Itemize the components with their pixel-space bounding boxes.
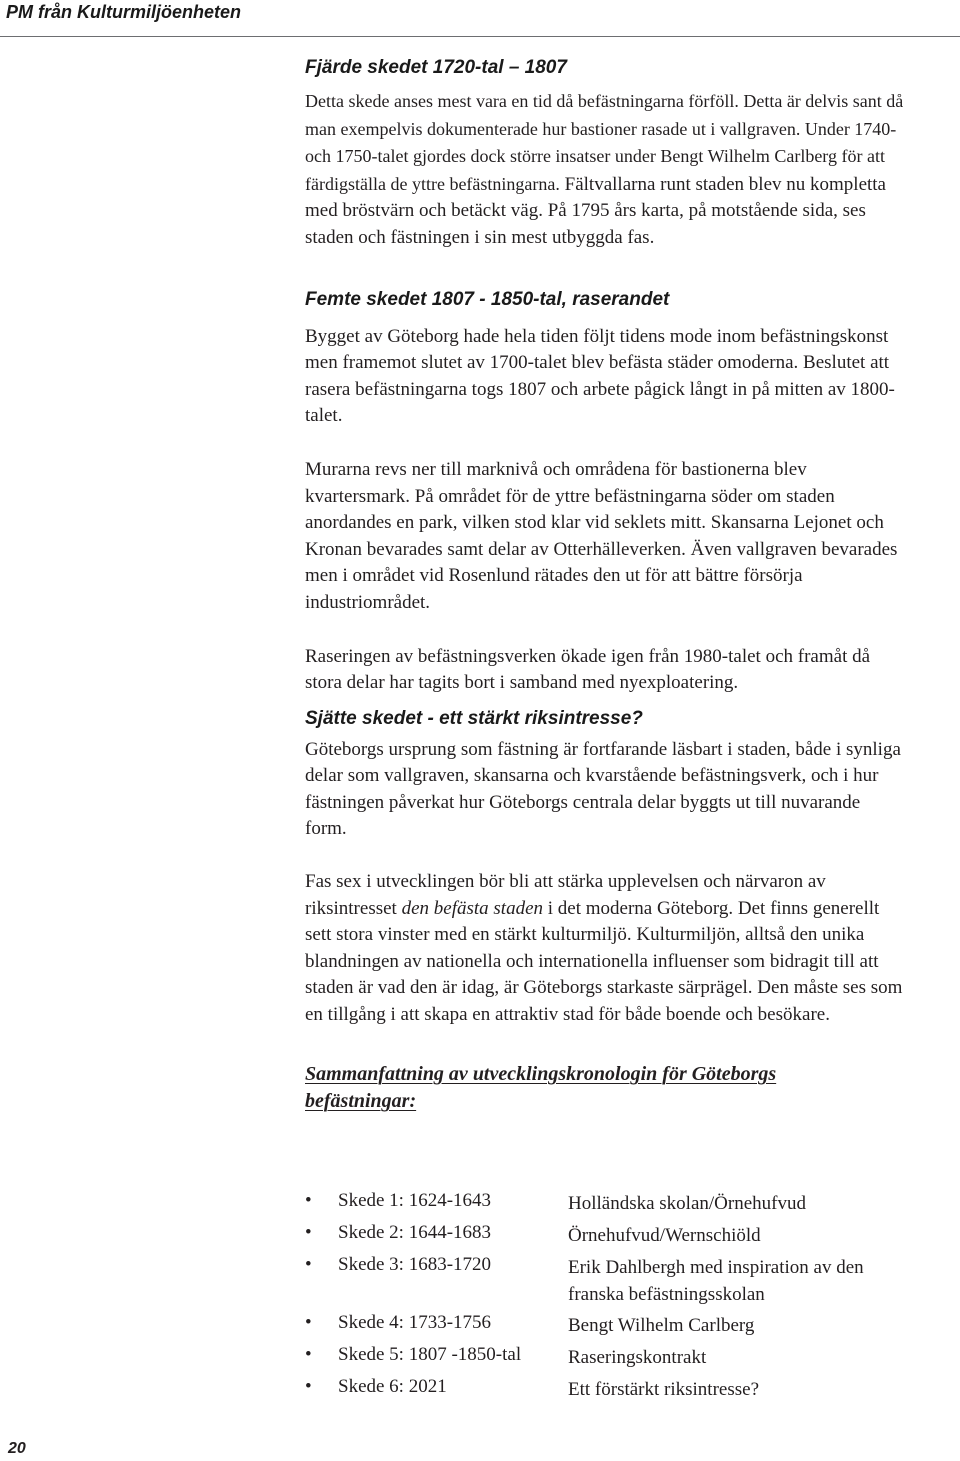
list-item-stage: Skede 2: 1644-1683 (338, 1222, 492, 1243)
section-4-text-b: Fältvallarna runt staden blev nu kompletta med bröstvärn och betäckt väg. På 1795 års karta, på motstående sida, ses staden och fästningen i sin mest utbyggda fas. (305, 173, 886, 248)
list-item-description: Örnehufvud/Wernschiöld (568, 1225, 761, 1246)
section-5-paragraph-1: Bygget av Göteborg hade hela tiden följt tidens mode inom befästningskonst men framemot slutet av 1700-talet blev befästa städer omoderna. Beslutet att rasera befästningarna togs 1807 och arbete pågick långt in på mitten av 1800-talet. (305, 325, 895, 427)
list-item-stage: Skede 4: 1733-1756 (338, 1312, 492, 1333)
list-item-stage: Skede 5: 1807 -1850-tal (338, 1344, 522, 1365)
list-item-stage: Skede 3: 1683-1720 (338, 1254, 492, 1275)
page-number: 20 (8, 1440, 26, 1457)
main-content (305, 50, 905, 1115)
section-5-paragraph-3: Raseringen av befästningsverken ökade igen från 1980-talet och framåt då stora delar har tagits bort i samband med nyexploatering. (305, 645, 871, 694)
section-4-heading: Fjärde skedet 1720-tal – 1807 (305, 57, 567, 78)
list-item-description: Erik Dahlbergh med inspiration av den franska befästningsskolan (568, 1257, 864, 1305)
list-item-description: Holländska skolan/Örnehufvud (568, 1193, 806, 1214)
list-item-stage: Skede 1: 1624-1643 (338, 1190, 492, 1211)
summary-heading: Sammanfattning av utvecklingskronologin för Göteborgs befästningar: (305, 1062, 777, 1112)
section-6-paragraph-1: Göteborgs ursprung som fästning är fortfarande läsbart i staden, både i synliga delar som vallgraven, skansarna och kvarstående befästningsverk, och i hur fästningen påverkat hur Göteborgs centrala delar byggts ut till nuvarande form. (305, 738, 901, 840)
section-4-paragraph (305, 88, 905, 252)
header-divider (0, 36, 960, 37)
bullet-icon: • (305, 1222, 312, 1243)
list-item-description: Bengt Wilhelm Carlberg (568, 1315, 755, 1336)
section-6-text-before: Fas sex i utvecklingen bör bli att stärka upplevelsen och närvaron av riksintresset (305, 871, 826, 919)
section-5-paragraph-2: Murarna revs ner till marknivå och områdena för bastionerna blev kvartersmark. På området för de yttre befästningarna söder om staden anordandes en park, vilken stod klar vid seklets mitt. Skansarna Lejonet och Kronan bevarades samt delar av Otterhälleverken. Även vallgraven bevarades men i området vid Rosenlund rätades den ut för att bättre försörja industriområdet. (305, 458, 898, 613)
page-header (0, 0, 960, 36)
list-item-stage: Skede 6: 2021 (338, 1376, 447, 1397)
list-item-description: Ett förstärkt riksintresse? (568, 1379, 760, 1400)
bullet-icon: • (305, 1376, 312, 1397)
section-6-paragraph-2 (305, 869, 905, 1029)
section-5-heading: Femte skedet 1807 - 1850-tal, raserandet (305, 288, 670, 310)
list-item-description: Raseringskontrakt (568, 1347, 707, 1368)
section-6-heading: Sjätte skedet - ett stärkt riksintresse? (305, 707, 643, 729)
bullet-icon: • (305, 1312, 312, 1333)
header-title: PM från Kulturmiljöenheten (6, 2, 242, 22)
section-6-emphasis: den befästa staden (401, 897, 544, 919)
bullet-icon: • (305, 1344, 312, 1365)
bullet-icon: • (305, 1254, 312, 1275)
bullet-icon: • (305, 1190, 312, 1211)
section-4-text-a: Detta skede anses mest vara en tid då befästningarna förföll. Detta är delvis sant då man exempelvis dokumenterade hur bastioner rasade ut i vallgraven. Under 1740- och 1750-talet gjordes dock större insatser under Bengt Wilhelm Carlberg för att färdigställa de yttre befästningarna. (305, 91, 904, 194)
section-6-text-after: i det moderna Göteborg. Det finns generellt sett stora vinster med en stärkt kulturmiljö. Kulturmiljön, alltså den unika blandningen av nationella och internationella influenser som bidragit till att staden är vad den är idag, är Göteborgs starkaste särprägel. Den måste ses som en tillgång i att skapa en attraktiv stad för både boende och besökare. (305, 897, 903, 1026)
